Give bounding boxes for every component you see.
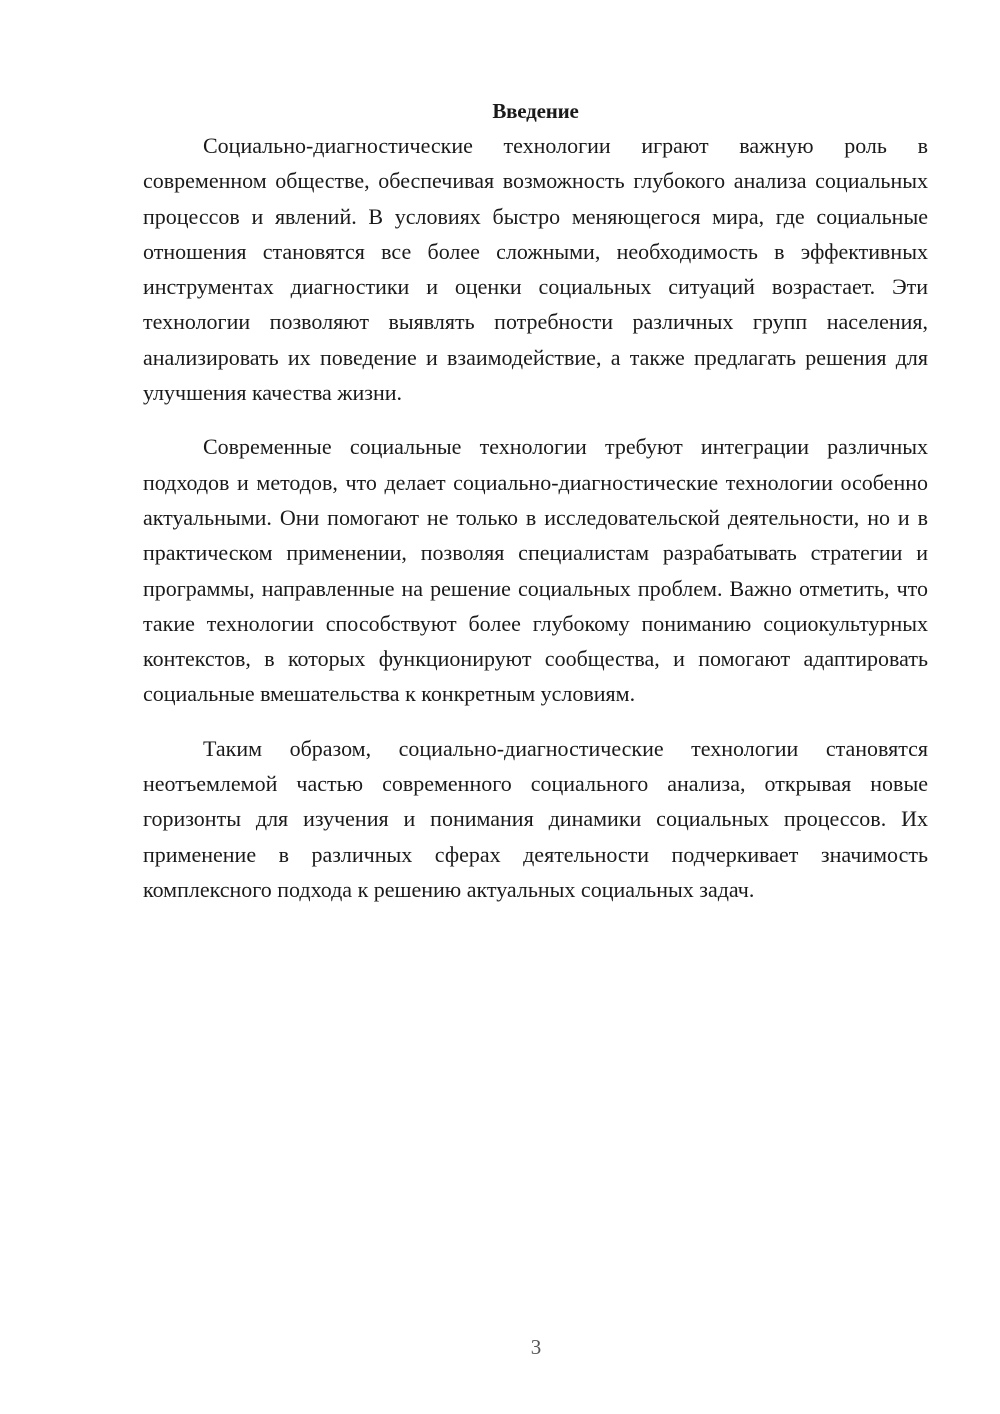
- page-number: 3: [530, 1335, 542, 1359]
- paragraph-3: Таким образом, социально-диагностические технологии становятся неотъемлемой частью современного социального анализа, открывая новые горизонты для изучения и понимания динамики социальных процессов. Их применение в различных сферах деятельности подчеркивает значимость комплексного подхода к решению актуальных социальных задач.: [143, 735, 928, 902]
- paragraph-1: Социально-диагностические технологии играют важную роль в современном обществе, обеспечивая возможность глубокого анализа социальных процессов и явлений. В условиях быстро меняющегося мира, где социальные отношения становятся все более сложными, необходимость в эффективных инструментах диагностики и оценки социальных ситуаций возрастает. Эти технологии позволяют выявлять потребности различных групп населения, анализировать их поведение и взаимодействие, а также предлагать решения для улучшения качества жизни.: [143, 133, 928, 406]
- paragraph-2: Современные социальные технологии требуют интеграции различных подходов и методов, что делает социально-диагностические технологии особенно актуальными. Они помогают не только в исследовательской деятельности, но и в практическом применении, позволяя специалистам разрабатывать стратегии и программы, направленные на решение социальных проблем. Важно отметить, что такие технологии способствуют более глубокому пониманию социокультурных контекстов, в которых функционируют сообщества, и помогают адаптировать социальные вмешательства к конкретным условиям.: [143, 434, 928, 707]
- section-heading: Введение: [492, 99, 579, 123]
- page-content: [143, 96, 928, 926]
